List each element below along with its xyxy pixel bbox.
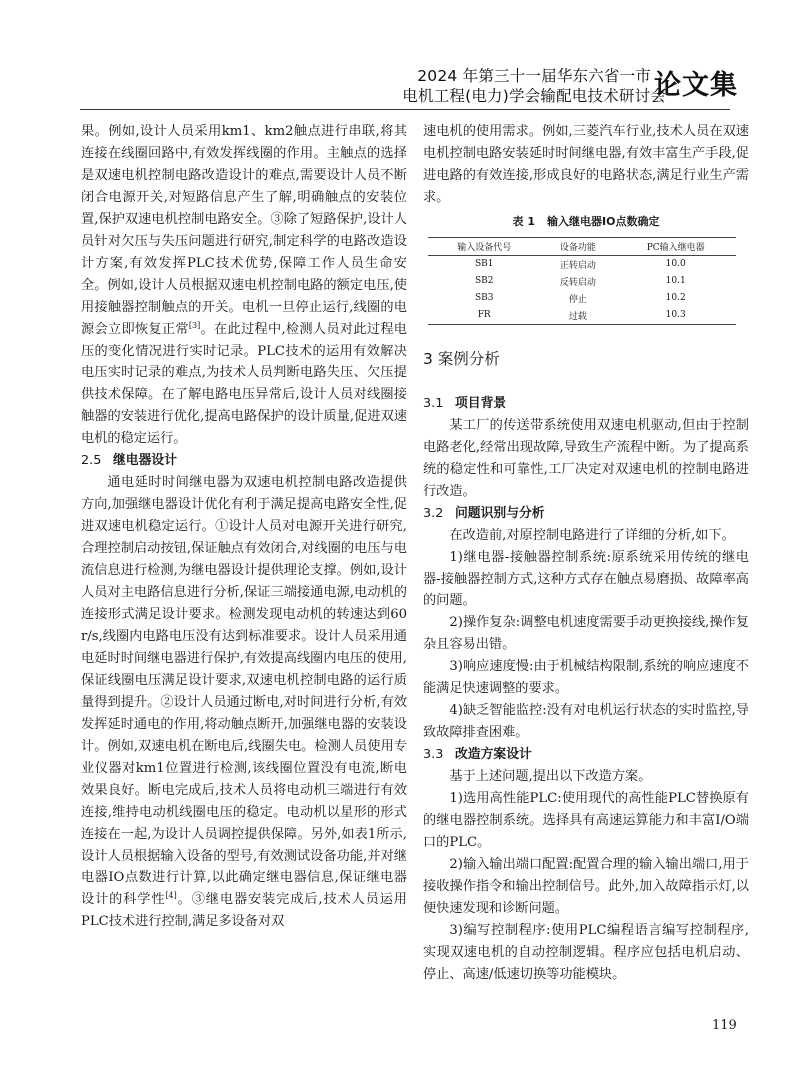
table-cell: SB2: [474, 276, 494, 287]
table-header-cell: 设备功能: [559, 242, 596, 253]
table-row: [428, 290, 736, 307]
table-cell: FR: [477, 310, 491, 321]
paragraph-analysis-intro: 在改造前,对原控制电路进行了详细的分析,如下。: [449, 527, 735, 543]
section-heading-3-1: 3.1 项目背景: [423, 395, 507, 411]
table-caption: 表 1 输入继电器IO点数确定: [512, 214, 660, 228]
section-heading-3-3: 3.3 改造方案设计: [423, 747, 532, 763]
list-item-issue-4: 4)缺乏智能监控:没有对电机运行状态的实时监控,导致故障排查困难。: [423, 703, 749, 741]
conference-title-line2: 电机工程(电力)学会输配电技术研讨会: [402, 87, 666, 105]
paragraph-relay-design: 通电延时时间继电器为双速电机控制电路改造提供方向,加强继电器设计优化有利于满足提高电路安全性,促进双速电机稳定运行。①设计人员对电源开关进行研究,合理控制启动按钮,保证触点有效闭合,对线圈的电压与电流信息进行检测,为继电器设计提供理论支撑。例如,设计人员对主电路信息进行分析,保证三端接通电源,电动机的连接形式满足设计要求。检测发现电动机的转速达到60 r/s,线圈内电路电压没有达到标准要求。设计人员采用通电延时时间继电器进行保护,有效提高线圈内电压的使用,保证线圈电压满足设计要求,双速电机控制电路的运行质量得到提升。②设计人员通过断电,对时间进行分析,有效发挥延时通电的作用,将动触点断开,加强继电器的安装设计。例如,双速电机在断电后,线圈失电。检测人员使用专业仪器对km1位置进行检测,该线圈位置没有电流,断电效果良好。断电完成后,技术人员将电动机三端进行有效连接,维持电动机线圈电压的稳定。电动机以星形的形式连接在一起,为设计人员调控提供保障。另外,如表1所示,设计人员根据输入设备的型号,有效测试设备功能,并对继电器IO点数进行计算,以此确定继电器信息,保证继电器设计的科学性[4]。③继电器安装完成后,技术人员运用PLC技术进行控制,满足多设备对双: [81, 475, 407, 930]
table-cell: SB3: [474, 293, 494, 304]
paragraph-plan-intro: 基于上述问题,提出以下改造方案。: [449, 769, 652, 785]
list-item-issue-1: 1)继电器-接触器控制系统:原系统采用传统的继电器-接触器控制方式,这种方式存在触点易磨损、故障率高的问题。: [423, 549, 749, 609]
table-cell: 10.2: [665, 293, 686, 304]
conference-title-line1: 2024 年第三十一届华东六省一市: [417, 67, 652, 85]
io-table: [428, 237, 736, 325]
table-header-cell: 输入设备代号: [457, 242, 512, 253]
table-row: [428, 273, 736, 290]
list-item-plan-1: 1)选用高性能PLC:使用现代的高性能PLC替换原有的继电器控制系统。选择具有高速运算能力和丰富I/O端口的PLC。: [423, 791, 749, 851]
proceedings-label: 论文集: [654, 70, 738, 101]
table-cell: 停止: [568, 294, 587, 305]
right-column: [423, 121, 749, 986]
conference-title: [402, 66, 666, 106]
section-heading-2-5: 2.5 继电器设计: [81, 453, 177, 469]
left-column: [81, 121, 407, 933]
citation-ref: [4]: [165, 891, 177, 901]
table-cell: SB1: [474, 259, 494, 270]
page-header: [0, 0, 800, 118]
table-cell: 正转启动: [559, 260, 596, 271]
section-heading-3-2: 3.2 问题识别与分析: [423, 505, 545, 521]
table-cell: 10.3: [665, 310, 686, 321]
list-item-issue-2: 2)操作复杂:调整电机速度需要手动更换接线,操作复杂且容易出错。: [423, 615, 749, 653]
list-item-plan-2: 2)输入输出端口配置:配置合理的输入输出端口,用于接收操作指令和输出控制信号。此外,加入故障指示灯,以便快速发现和诊断问题。: [423, 856, 749, 916]
header-rule: [80, 109, 730, 110]
table-header-cell: PC输入继电器: [646, 242, 705, 253]
table-cell: 过载: [568, 311, 587, 322]
table-cell: 10.1: [665, 276, 686, 287]
table-row: [428, 307, 736, 325]
list-item-plan-3: 3)编写控制程序:使用PLC编程语言编写控制程序,实现双速电机的自动控制逻辑。程序应包括电机启动、停止、高速/低速切换等功能模块。: [423, 922, 749, 982]
citation-ref: [3]: [188, 320, 201, 330]
paragraph-short-circuit: 果。例如,设计人员采用km1、km2触点进行串联,将其连接在线圈回路中,有效发挥线圈的作用。主触点的选择是双速电机控制电路改造设计的难点,需要设计人员不断闭合电源开关,对短路信息产生了解,明确触点的安装位置,保护双速电机控制电路安全。③除了短路保护,设计人员针对欠压与失压问题进行研究,制定科学的电路改造设计方案,有效发挥PLC技术优势,保障工作人员生命安全。例如,设计人员根据双速电机控制电路的额定电压,使用接触器控制触点的开关。电机一旦停止运行,线圈的电源会立即恢复正常[3]。在此过程中,检测人员对此过程电压的变化情况进行实时记录。PLC技术的运用有效解决电压实时记录的难点,为技术人员判断电路失压、欠压提供技术保障。在了解电路电压异常后,设计人员对线圈接触器的安装进行优化,提高电路保护的设计质量,促进双速电机的稳定运行。: [81, 124, 407, 447]
table-cell: 10.0: [665, 259, 686, 270]
paragraph-project-background: 某工厂的传送带系统使用双速电机驱动,但由于控制电路老化,经常出现故障,导致生产流程中断。为了提高系统的稳定性和可靠性,工厂决定对双速电机的控制电路进行改造。: [423, 417, 749, 499]
list-item-issue-3: 3)响应速度慢:由于机械结构限制,系统的响应速度不能满足快速调整的要求。: [423, 659, 749, 697]
table-header-row: [428, 237, 736, 255]
section-heading-3: 3 案例分析: [423, 349, 500, 368]
table-cell: 反转启动: [559, 277, 596, 288]
paragraph-continuation: 速电机的使用需求。例如,三菱汽车行业,技术人员在双速电机控制电路安装延时时间继电器,有效丰富生产手段,促进电路的有效连接,形成良好的电路状态,满足行业生产需求。: [423, 124, 749, 205]
page-number: 119: [712, 1018, 737, 1033]
table-row: [428, 255, 736, 273]
